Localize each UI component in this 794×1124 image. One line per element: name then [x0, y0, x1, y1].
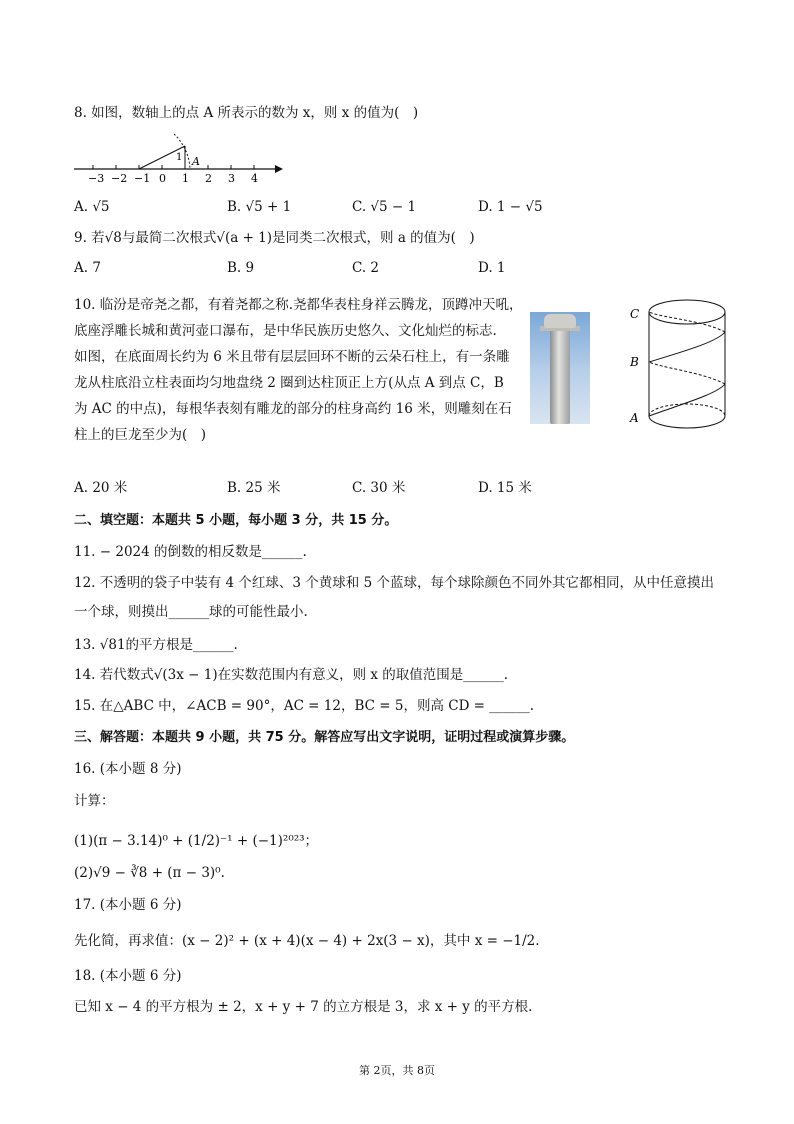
q16-head: 16. (本小题 8 分) — [74, 761, 182, 777]
tick-label: 4 — [251, 172, 258, 185]
tick-label: −1 — [134, 172, 151, 185]
tick-label: 0 — [159, 172, 166, 185]
q11: 11. − 2024 的倒数的相反数是______. — [74, 544, 307, 560]
section-2-heading: 二、填空题：本题共 5 小题，每小题 3 分，共 15 分。 — [74, 513, 398, 528]
q18-head: 18. (本小题 6 分) — [74, 968, 182, 984]
q16-part-2: (2)√9 − ∛8 + (π − 3)⁰. — [74, 865, 225, 881]
option-b: B. 25 米 — [227, 480, 281, 496]
q10-options — [74, 479, 634, 497]
q17-body: 先化简，再求值：(x − 2)² + (x + 4)(x − 4) + 2x(3 − x)，其中 x = −1/2. — [74, 933, 540, 949]
q10-line-2: 底座浮雕长城和黄河壶口瀑布，是中华民族历史悠久、文化灿烂的标志. — [74, 323, 497, 339]
label-a: A — [630, 411, 639, 425]
q9-options — [74, 259, 634, 277]
tick-label: −2 — [111, 172, 128, 185]
cylinder-figure — [622, 296, 732, 436]
option-d: D. 15 米 — [478, 480, 532, 496]
option-a: A. 20 米 — [74, 480, 128, 496]
tick-label: −3 — [88, 172, 105, 185]
option-d: D. 1 — [478, 260, 506, 276]
q14: 14. 若代数式√(3x − 1)在实数范围内有意义，则 x 的取值范围是______. — [74, 667, 509, 683]
huabiao-photo — [530, 312, 590, 424]
label-c: C — [630, 307, 640, 321]
q17-head: 17. (本小题 6 分) — [74, 897, 182, 913]
q8-stem: 8. 如图，数轴上的点 A 所表示的数为 x，则 x 的值为( ) — [74, 105, 419, 121]
q10-line-1: 10. 临汾是帝尧之都，有着尧都之称.尧都华表柱身祥云腾龙，顶蹲冲天吼， — [74, 297, 523, 313]
option-c: C. 30 米 — [352, 480, 406, 496]
q10-line-3: 如图，在底面周长约为 6 米且带有层层回环不断的云朵石柱上，有一条雕 — [74, 349, 510, 365]
page-footer: 第 2页，共 8页 — [359, 1064, 435, 1077]
section-3-heading: 三、解答题：本题共 9 小题，共 75 分。解答应写出文字说明，证明过程或演算步骤。 — [74, 730, 575, 745]
q15: 15. 在△ABC 中，∠ACB = 90°，AC = 12，BC = 5，则高 CD = ______. — [74, 698, 535, 714]
triangle-side-label: 1 — [176, 152, 183, 163]
q10-line-4: 龙从柱底沿立柱表面均匀地盘绕 2 圈到达柱顶正上方(从点 A 到点 C，B — [74, 375, 504, 391]
option-b: B. √5 + 1 — [227, 199, 292, 215]
q12-line-2: 一个球，则摸出______球的可能性最小. — [74, 604, 308, 620]
option-b: B. 9 — [227, 260, 255, 276]
q16-part-1: (1)(π − 3.14)⁰ + (1/2)⁻¹ + (−1)²⁰²³； — [74, 833, 319, 849]
number-line-figure — [70, 130, 285, 188]
q10-line-6: 柱上的巨龙至少为( ) — [74, 427, 207, 443]
q18-body: 已知 x − 4 的平方根为 ± 2，x + y + 7 的立方根是 3，求 x + y 的平方根. — [74, 999, 533, 1015]
tick-label: 1 — [182, 172, 189, 185]
option-c: C. 2 — [352, 260, 380, 276]
option-a: A. 7 — [74, 260, 101, 276]
q8-options — [74, 198, 634, 216]
option-a: A. √5 — [74, 199, 110, 215]
label-b: B — [630, 355, 639, 369]
q16-intro: 计算： — [74, 793, 115, 809]
point-a-label: A — [192, 155, 200, 168]
option-c: C. √5 − 1 — [352, 199, 417, 215]
q9-stem: 9. 若√8与最简二次根式√(a + 1)是同类二次根式，则 a 的值为( ) — [74, 230, 475, 246]
tick-label: 3 — [228, 172, 235, 185]
tick-label: 2 — [205, 172, 212, 185]
q10-line-5: 为 AC 的中点)，每根华表刻有雕龙的部分的柱身高约 16 米，则雕刻在石 — [74, 401, 512, 417]
q13: 13. √81的平方根是______. — [74, 637, 238, 653]
q12-line-1: 12. 不透明的袋子中装有 4 个红球、3 个黄球和 5 个蓝球，每个球除颜色不同外其它都相同，从中任意摸出 — [74, 575, 714, 591]
option-d: D. 1 − √5 — [478, 199, 543, 215]
